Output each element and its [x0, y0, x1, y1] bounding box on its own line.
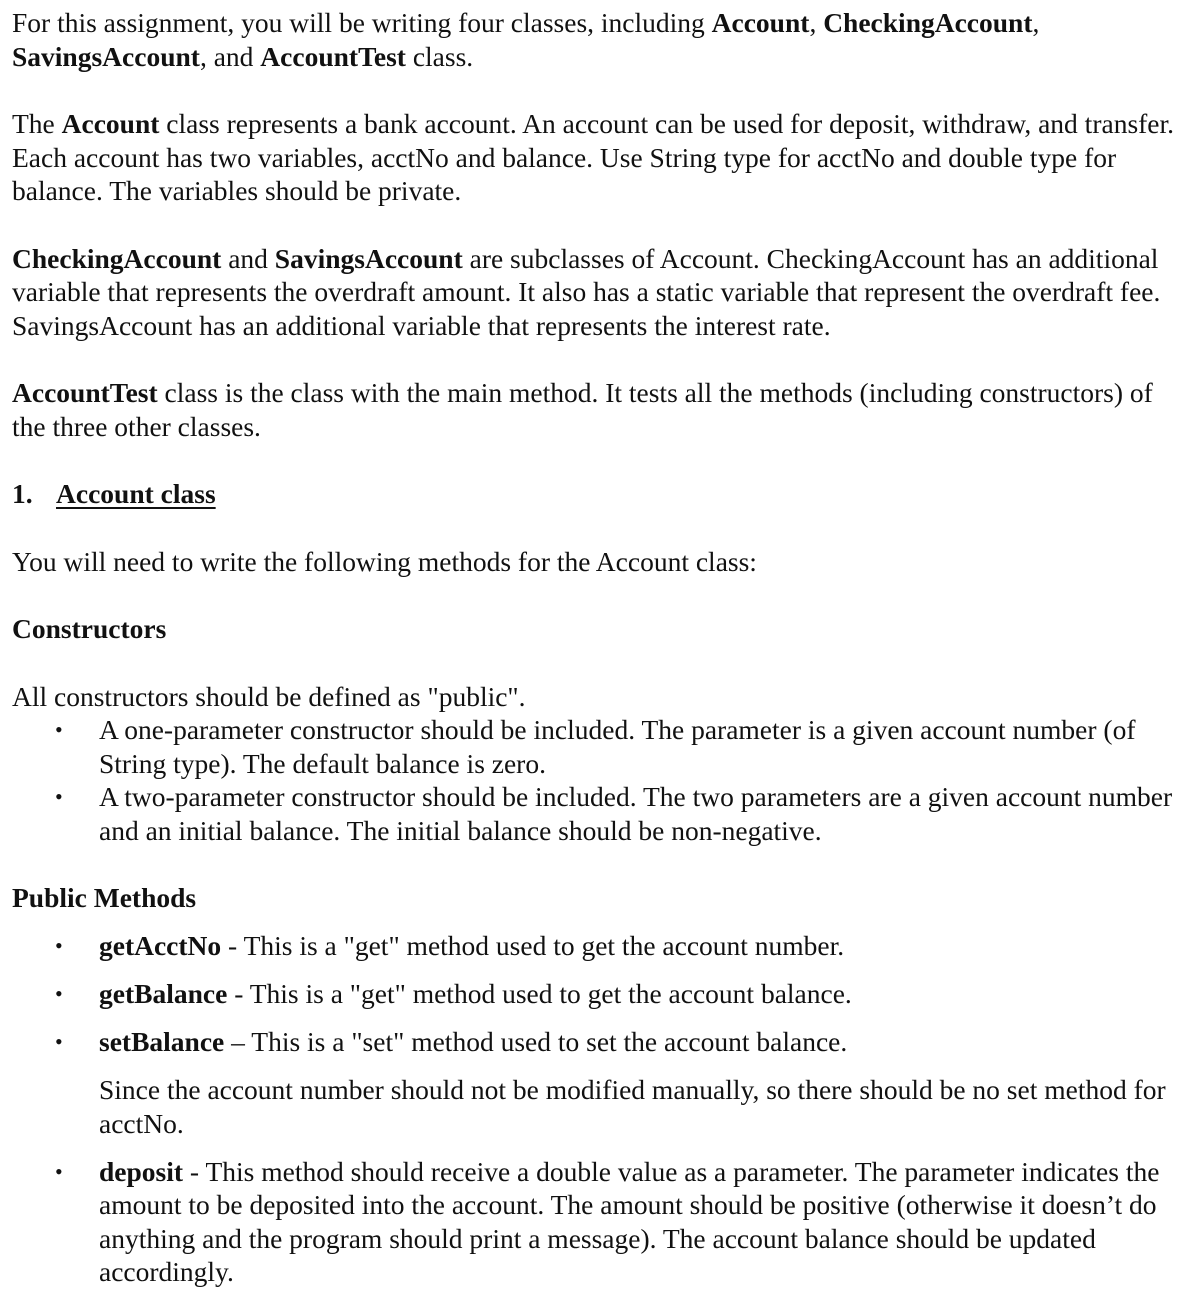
- constructors-heading: Constructors: [12, 613, 167, 644]
- public-methods-heading: Public Methods: [12, 882, 197, 913]
- list-item: [12, 780, 1187, 847]
- list-item: [12, 1025, 1187, 1059]
- spacer: [12, 578, 1187, 612]
- deposit-list: [12, 1155, 1187, 1289]
- method-desc: - This is a "get" method used to get the account number.: [221, 930, 845, 961]
- intro-sep: , and: [199, 40, 261, 72]
- spacer: [12, 847, 1187, 881]
- list-item: [12, 929, 1187, 963]
- class-name-account: Account: [711, 7, 810, 38]
- intro-sep: ,: [1032, 7, 1040, 38]
- list-item: [12, 977, 1187, 1011]
- list-item: [12, 1155, 1187, 1289]
- spacer: [12, 342, 1187, 376]
- intro-end: class.: [405, 40, 474, 72]
- account-paragraph: [12, 107, 1187, 208]
- class-name-savings: SavingsAccount: [12, 40, 200, 72]
- method-desc: - This method should receive a double value as a parameter. The parameter indicates the amount to be deposited into the account. The amount should be positive (otherwise it doesn’t do anything and the program should print a message). The account balance should be updated accordingly.: [99, 1155, 1160, 1287]
- method-desc: - This is a "get" method used to get the account balance.: [227, 978, 852, 1009]
- section-title: Account class: [56, 478, 216, 509]
- acctno-note: Since the account number should not be modified manually, so there should be no set method for acctNo.: [99, 1074, 1166, 1139]
- spacer: [12, 915, 1187, 930]
- section-number: 1.: [12, 478, 33, 509]
- account-text: class represents a bank account. An account can be used for deposit, withdraw, and transfer. Each account has two variables, acctNo and balance. Use String type for acctNo and double type for balance. The variables should be private.: [12, 108, 1175, 206]
- intro-paragraph: [12, 6, 1187, 73]
- subclass-text: are subclasses of Account. CheckingAccount has an additional variable that represents the overdraft amount. It also has a static variable that represent the overdraft fee. SavingsAccount has an additional variable that represents the interest rate.: [12, 242, 1161, 341]
- intro-sep: ,: [809, 7, 824, 38]
- spacer: [12, 73, 1187, 107]
- subclass-paragraph: [12, 242, 1187, 343]
- class-name-accounttest: AccountTest: [260, 40, 406, 72]
- constructors-intro: All constructors should be defined as "public".: [12, 680, 526, 712]
- method-name: getAcctNo: [99, 930, 222, 961]
- subclass-text: and: [221, 242, 275, 274]
- intro-text: For this assignment, you will be writing four classes, including: [12, 7, 712, 38]
- bullet-icon: •: [55, 981, 63, 1006]
- methods-list: [12, 929, 1187, 1059]
- bullet-icon: •: [55, 1029, 63, 1054]
- constructor-one-text: A one-parameter constructor should be included. The parameter is a given account number (of String type). The default balance is zero.: [99, 714, 1136, 779]
- section-heading: [12, 477, 1187, 511]
- class-name-accounttest: AccountTest: [12, 377, 158, 408]
- method-name: getBalance: [99, 978, 228, 1009]
- list-item: [12, 713, 1187, 780]
- class-name-checking: CheckingAccount: [823, 7, 1033, 38]
- bullet-icon: •: [55, 1158, 63, 1184]
- document-page: [12, 6, 1187, 1289]
- account-text: The: [12, 108, 62, 139]
- class-name-savings: SavingsAccount: [274, 242, 463, 274]
- method-name: deposit: [99, 1155, 184, 1187]
- spacer: [12, 511, 1187, 545]
- test-text: class is the class with the main method. It tests all the methods (including constructors) of the three other classes.: [12, 377, 1153, 442]
- bullet-icon: •: [55, 784, 63, 809]
- spacer: [12, 443, 1187, 477]
- class-name-account: Account: [61, 108, 160, 139]
- spacer: [12, 646, 1187, 680]
- method-desc: – This is a "set" method used to set the account balance.: [224, 1026, 848, 1057]
- spacer: [12, 208, 1187, 242]
- class-name-checking: CheckingAccount: [12, 242, 222, 274]
- bullet-icon: •: [55, 933, 63, 958]
- test-paragraph: [12, 376, 1187, 443]
- method-name: setBalance: [99, 1026, 225, 1057]
- methods-intro: You will need to write the following methods for the Account class:: [12, 545, 757, 577]
- constructor-two-text: A two-parameter constructor should be included. The two parameters are a given account number and an initial balance. The initial balance should be non-negative.: [99, 781, 1173, 846]
- bullet-icon: •: [55, 717, 63, 742]
- constructors-list: [12, 713, 1187, 847]
